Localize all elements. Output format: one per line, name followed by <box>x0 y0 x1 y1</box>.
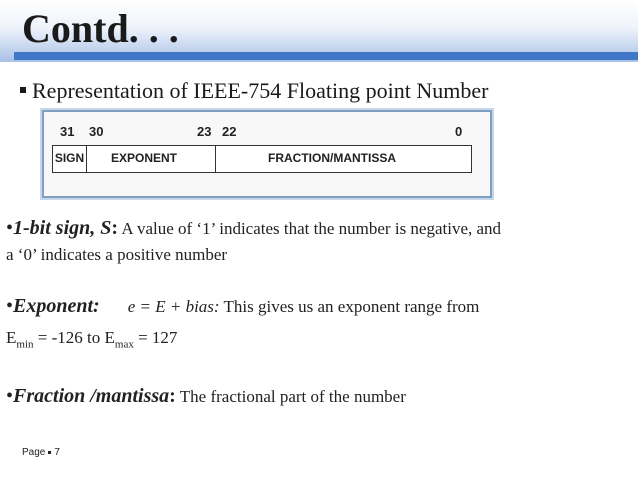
fraction-term: Fraction /mantissa <box>13 385 170 407</box>
fraction-field-label: FRACTION/MANTISSA <box>268 151 396 165</box>
emax-value: = 127 <box>133 328 178 347</box>
exponent-equation: e = E + bias: <box>127 297 220 316</box>
sign-colon: : <box>111 217 119 239</box>
bit-label-22: 22 <box>222 124 237 139</box>
emax-subscript: max <box>114 338 134 351</box>
bit-label-31: 31 <box>60 124 75 139</box>
sign-description-line1: A value of ‘1’ indicates that the number is negative, and <box>118 219 502 238</box>
square-bullet-icon <box>20 87 26 93</box>
exponent-description: This gives us an exponent range from <box>219 297 480 316</box>
exponent-field <box>87 146 216 172</box>
exponent-range <box>6 326 177 356</box>
sign-field: SIGN <box>53 146 87 172</box>
emin-label: E <box>6 328 17 347</box>
bit-label-23: 23 <box>197 124 212 139</box>
bullet: • <box>6 385 14 407</box>
ieee754-diagram <box>42 110 492 198</box>
fraction-field <box>216 146 471 172</box>
fraction-point <box>6 384 406 409</box>
fraction-colon: : <box>169 385 176 407</box>
page-label: Page <box>22 447 46 458</box>
exponent-point <box>6 294 479 319</box>
emin-subscript: min <box>16 338 34 351</box>
page-footer <box>22 447 60 458</box>
slide-title: Contd. . . <box>22 6 179 51</box>
fraction-description: The fractional part of the number <box>175 387 406 406</box>
sign-point <box>6 216 501 241</box>
emin-value: = -126 to <box>33 328 105 347</box>
sign-term: 1-bit sign, S <box>13 217 112 239</box>
sign-point-line2 <box>6 243 227 267</box>
bit-fields <box>52 145 472 173</box>
bit-label-0: 0 <box>455 124 463 139</box>
bullet: • <box>6 217 14 239</box>
bit-label-30: 30 <box>89 124 104 139</box>
emax-label: E <box>104 328 115 347</box>
header-accent-bar <box>14 52 638 60</box>
subtitle-bullet <box>20 78 488 104</box>
bullet: • <box>6 295 14 317</box>
exponent-term: Exponent: <box>13 295 100 317</box>
exponent-field-label: EXPONENT <box>111 151 178 165</box>
page-number: 7 <box>54 447 60 458</box>
square-bullet-icon <box>48 451 51 454</box>
sign-description-line2: a ‘0’ indicates a positive number <box>6 245 228 264</box>
subtitle-text: Representation of IEEE-754 Floating point Number <box>32 78 489 103</box>
